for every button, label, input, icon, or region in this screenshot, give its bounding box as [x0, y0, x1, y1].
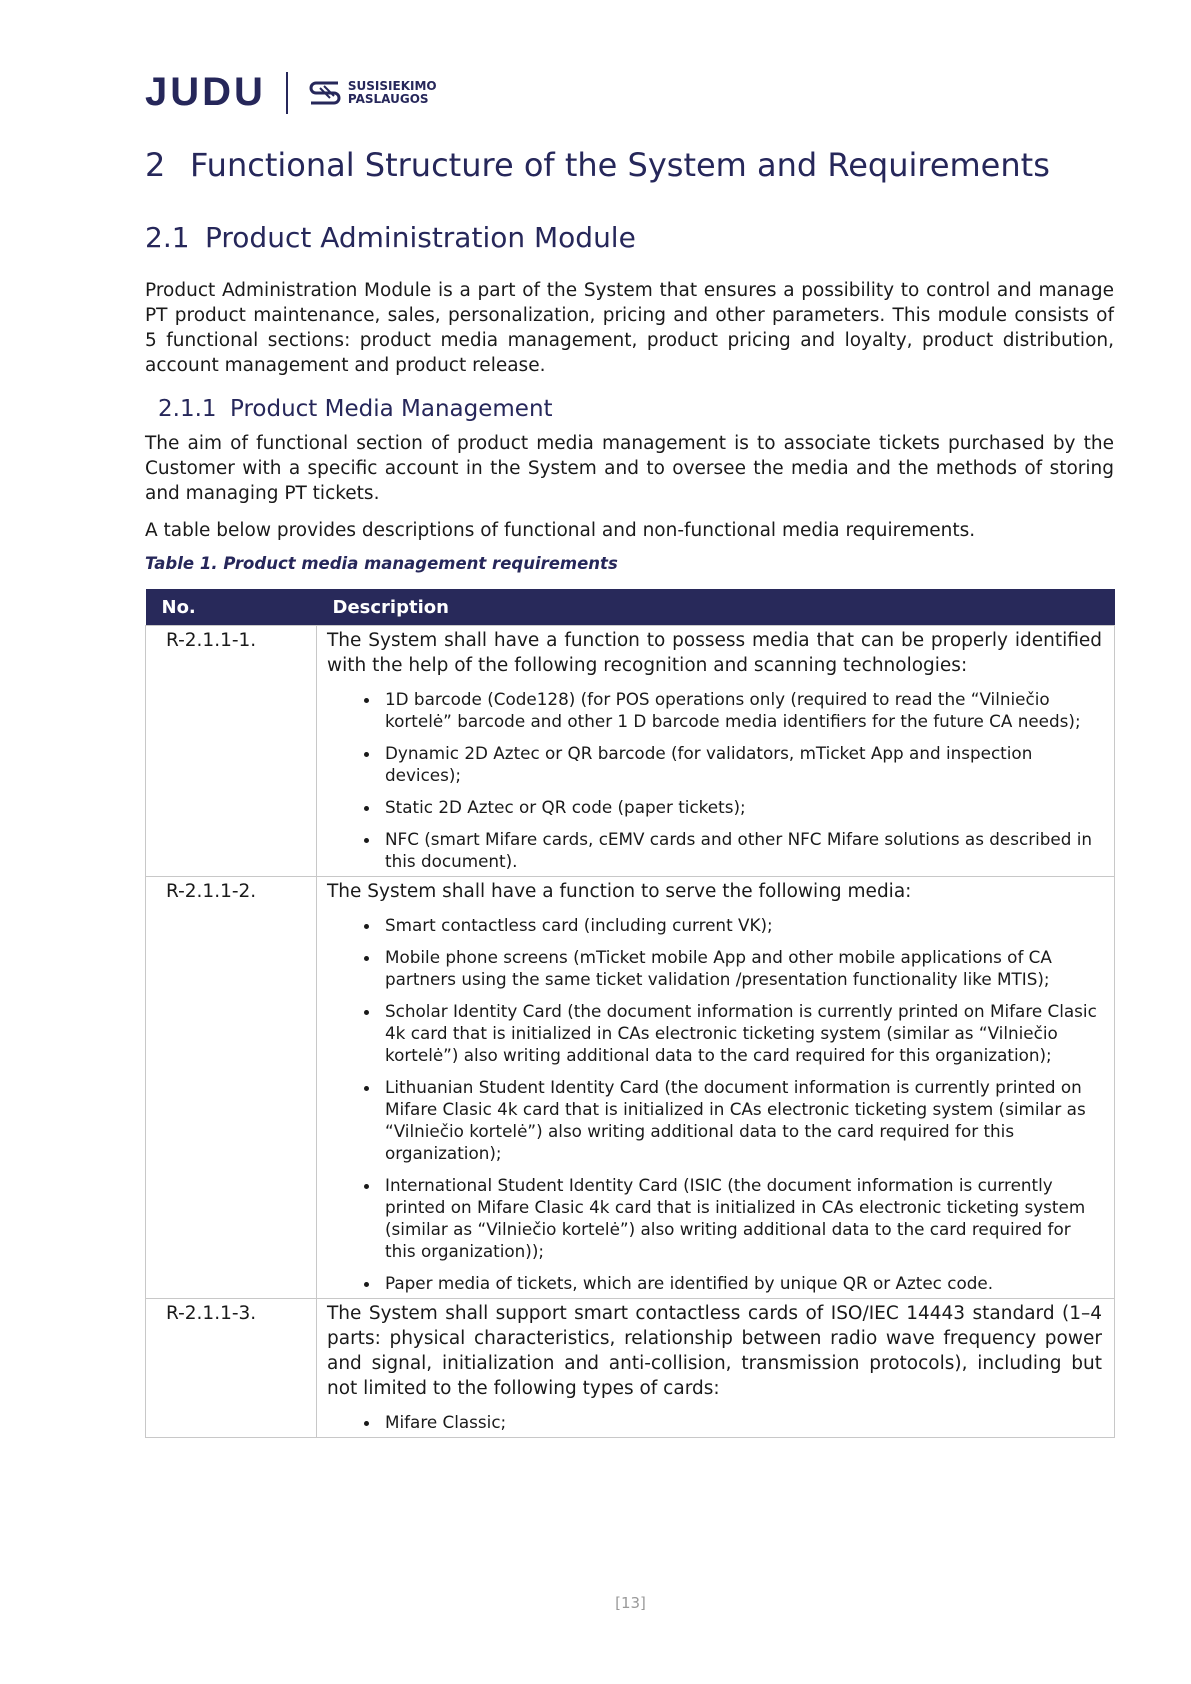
- table-intro-paragraph: A table below provides descriptions of functional and non-functional media requirements.: [145, 520, 976, 541]
- heading-title: Functional Structure of the System and Requirements: [190, 146, 1050, 184]
- requirement-text: The System shall support smart contactless cards of ISO/IEC 14443 standard (1–4 parts: physical characteristics, relationship between radio wave frequency power and signal, initialization and anti-collision, transmission protocols), including but not limited to the following types of cards:: [327, 1303, 1102, 1399]
- list-item: • Paper media of tickets, which are identified by unique QR or Aztec code.: [381, 1272, 1102, 1294]
- table-row: [146, 1299, 1115, 1438]
- sp-logo-icon: [308, 80, 342, 106]
- page-number: [13]: [615, 1594, 646, 1612]
- requirement-description: [317, 1299, 1115, 1438]
- heading-title: Product Media Management: [230, 396, 553, 422]
- list-item: • NFC (smart Mifare cards, cEMV cards and other NFC Mifare solutions as described in this document).: [381, 828, 1102, 872]
- logo-line2: PASLAUGOS: [347, 91, 429, 106]
- list-item: • Mifare Classic;: [381, 1411, 1102, 1433]
- aim-paragraph: The aim of functional section of product media management is to associate tickets purchased by the Customer with a specific account in the System and to oversee the media and the methods of storing and managing PT tickets.: [145, 433, 1114, 504]
- judu-logo: JUDU: [145, 70, 266, 114]
- heading-number: 2.1.1: [158, 396, 217, 422]
- subsubsection-heading: [158, 396, 553, 422]
- requirement-number: R-2.1.1-2.: [146, 877, 317, 1299]
- heading-number: 2: [145, 146, 166, 184]
- section-heading: [145, 146, 1050, 184]
- bullet-list: [327, 688, 1102, 872]
- requirement-number: R-2.1.1-3.: [146, 1299, 317, 1438]
- list-item: • Lithuanian Student Identity Card (the document information is currently printed on Mifare Clasic 4k card that is initialized in CAs electronic ticketing system (similar as “Vilniečio kortelė”) also writing additional data to the card required for this organization);: [381, 1076, 1102, 1164]
- header-logo: [145, 70, 437, 115]
- list-item: • Dynamic 2D Aztec or QR barcode (for validators, mTicket App and inspection devices);: [381, 742, 1102, 786]
- list-item: • Mobile phone screens (mTicket mobile App and other mobile applications of CA partners using the same ticket validation /presentation functionality like MTIS);: [381, 946, 1102, 990]
- list-item: • International Student Identity Card (ISIC (the document information is currently printed on Mifare Clasic 4k card that is initialized in CAs electronic ticketing system (similar as “Vilniečio kortelė”) also writing additional data to the card required for this organization));: [381, 1174, 1102, 1262]
- logo-divider: [286, 72, 288, 114]
- table-row: [146, 877, 1115, 1299]
- heading-number: 2.1: [145, 221, 190, 254]
- list-item: • Scholar Identity Card (the document information is currently printed on Mifare Clasic 4k card that is initialized in CAs electronic ticketing system (similar as “Vilniečio kortelė”) also writing additional data to the card required for this organization);: [381, 1000, 1102, 1066]
- requirement-description: [317, 877, 1115, 1299]
- header-description: Description: [317, 589, 1115, 626]
- requirement-number: R-2.1.1-1.: [146, 626, 317, 877]
- requirement-text: The System shall have a function to serve the following media:: [327, 881, 912, 902]
- subsection-heading: [145, 221, 636, 254]
- bullet-list: [327, 914, 1102, 1294]
- table-row: [146, 626, 1115, 877]
- requirement-text: The System shall have a function to possess media that can be properly identified with the help of the following recognition and scanning technologies:: [327, 630, 1102, 676]
- table-caption: Table 1. Product media management requirements: [145, 554, 618, 573]
- bullet-list: [327, 1411, 1102, 1433]
- heading-title: Product Administration Module: [205, 221, 636, 254]
- susisiekimo-paslaugos-logo: [308, 80, 437, 106]
- list-item: • Static 2D Aztec or QR code (paper tickets);: [381, 796, 1102, 818]
- requirements-table: [145, 589, 1115, 1438]
- header-no: No.: [146, 589, 317, 626]
- intro-paragraph: Product Administration Module is a part of the System that ensures a possibility to control and manage PT product maintenance, sales, personalization, pricing and other parameters. This module consists of 5 functional sections: product media management, product pricing and loyalty, product distribution, account management and product release.: [145, 280, 1114, 376]
- list-item: • Smart contactless card (including current VK);: [381, 914, 1102, 936]
- logo-line1: SUSISIEKIMO: [347, 78, 437, 93]
- list-item: • 1D barcode (Code128) (for POS operations only (required to read the “Vilniečio kortelė” barcode and other 1 D barcode media identifiers for the future CA needs);: [381, 688, 1102, 732]
- requirement-description: [317, 626, 1115, 877]
